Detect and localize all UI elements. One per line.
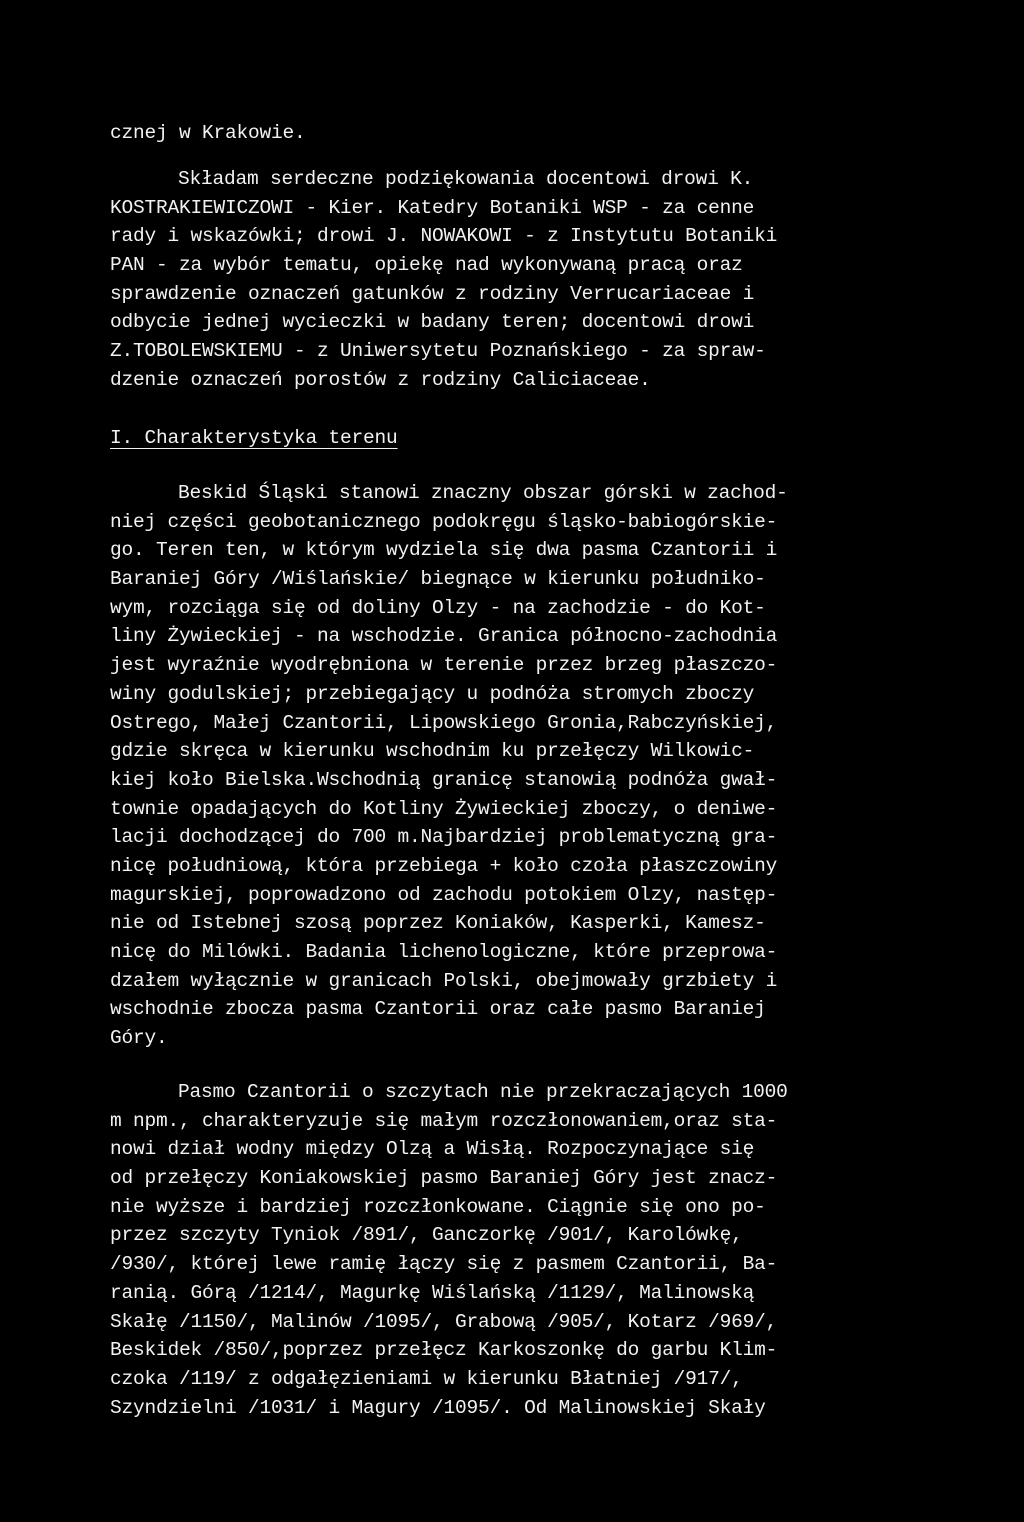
- text-line: nowi dział wodny między Olzą a Wisłą. Rozpoczynające się: [110, 1138, 755, 1161]
- text-line: od przełęczy Koniakowskiej pasmo Baraniej Góry jest znacz-: [110, 1167, 778, 1190]
- acknowledgement-paragraph: [110, 165, 930, 395]
- text-line: /930/, której lewe ramię łączy się z pasmem Czantorii, Ba-: [110, 1253, 778, 1276]
- text-line: winy godulskiej; przebiegający u podnóża stromych zboczy: [110, 682, 755, 705]
- text-line: Składam serdeczne podziękowania docentowi drowi K.: [178, 168, 754, 190]
- text-line: Z.TOBOLEWSKIEMU - z Uniwersytetu Poznańskiego - za spraw-: [110, 340, 766, 363]
- text-line: kiej koło Bielska.Wschodnią granicę stanowią podnóża gwał-: [110, 768, 778, 791]
- text-line: sprawdzenie oznaczeń gatunków z rodziny Verrucariaceae i: [110, 282, 755, 305]
- text-line: Beskid Śląski stanowi znaczny obszar górski w zachod-: [178, 482, 788, 504]
- text-line: Baraniej Góry /Wiślańskie/ biegnące w kierunku południko-: [110, 568, 766, 591]
- intro-fragment: [110, 119, 930, 148]
- text-line: magurskiej, poprowadzono od zachodu potokiem Olzy, następ-: [110, 883, 778, 906]
- text-line: Skałę /1150/, Malinów /1095/, Grabową /905/, Kotarz /969/,: [110, 1310, 778, 1333]
- text-line: nie wyższe i bardziej rozczłonkowane. Ciągnie się ono po-: [110, 1195, 766, 1218]
- terrain-paragraph: [110, 479, 930, 1053]
- text-line: niej części geobotanicznego podokręgu śląsko-babiogórskie-: [110, 510, 778, 533]
- text-line: PAN - za wybór tematu, opiekę nad wykonywaną pracą oraz: [110, 254, 743, 277]
- text-line: KOSTRAKIEWICZOWI - Kier. Katedry Botaniki WSP - za cenne: [110, 196, 755, 219]
- text-line: go. Teren ten, w którym wydziela się dwa pasma Czantorii i: [110, 539, 778, 562]
- text-line: ranią. Górą /1214/, Magurkę Wiślańską /1129/, Malinowską: [110, 1281, 755, 1304]
- text-line: townie opadających do Kotliny Żywieckiej zboczy, o deniwe-: [110, 797, 778, 820]
- text-line: lacji dochodzącej do 700 m.Najbardziej problematyczną gra-: [110, 826, 778, 849]
- text-line: gdzie skręca w kierunku wschodnim ku przełęczy Wilkowic-: [110, 740, 755, 763]
- text-line: dzenie oznaczeń porostów z rodziny Caliciaceae.: [110, 368, 651, 391]
- text-line: wym, rozciąga się od doliny Olzy - na zachodzie - do Kot-: [110, 596, 766, 619]
- text-line: Góry.: [110, 1027, 168, 1050]
- mountain-range-paragraph: [110, 1078, 930, 1422]
- text-line: liny Żywieckiej - na wschodzie. Granica północno-zachodnia: [110, 625, 778, 648]
- text-line: nicę południową, która przebiega + koło czoła płaszczowiny: [110, 854, 778, 877]
- text-line: nicę do Milówki. Badania lichenologiczne, które przeprowa-: [110, 941, 778, 963]
- section-heading: [110, 424, 930, 453]
- text-line: m npm., charakteryzuje się małym rozczłonowaniem,oraz sta-: [110, 1109, 778, 1132]
- text-line: Pasmo Czantorii o szczytach nie przekraczających 1000: [178, 1081, 788, 1103]
- text-line: czoka /119/ z odgałęzieniami w kierunku Błatniej /917/,: [110, 1367, 743, 1390]
- text-line: Beskidek /850/,poprzez przełęcz Karkoszonkę do garbu Klim-: [110, 1339, 778, 1362]
- text-line: jest wyraźnie wyodrębniona w terenie przez brzeg płaszczo-: [110, 654, 778, 677]
- text-line: dzałem wyłącznie w granicach Polski, obejmowały grzbiety i: [110, 969, 778, 992]
- text-line: Ostrego, Małej Czantorii, Lipowskiego Gronia,Rabczyńskiej,: [110, 711, 778, 734]
- text-line: odbycie jednej wycieczki w badany teren; docentowi drowi: [110, 311, 755, 334]
- section-title: I. Charakterystyka terenu: [110, 427, 398, 449]
- text-line: Szyndzielni /1031/ i Magury /1095/. Od Malinowskiej Skały: [110, 1396, 766, 1419]
- text-line: przez szczyty Tyniok /891/, Ganczorkę /901/, Karolówkę,: [110, 1224, 743, 1247]
- text-line: nie od Istebnej szosą poprzez Koniaków, Kasperki, Kamesz-: [110, 912, 766, 935]
- text-line: cznej w Krakowie.: [110, 122, 306, 144]
- text-line: wschodnie zbocza pasma Czantorii oraz całe pasmo Baraniej: [110, 998, 766, 1021]
- text-line: rady i wskazówki; drowi J. NOWAKOWI - z Instytutu Botaniki: [110, 225, 778, 248]
